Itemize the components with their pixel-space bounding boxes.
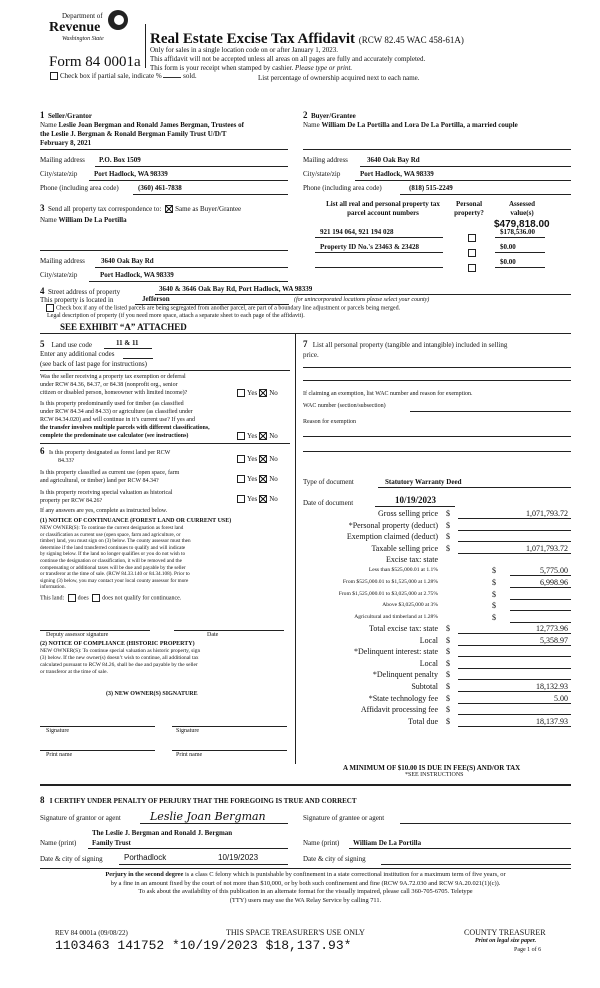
grantee-date-label: Date & city of signing xyxy=(303,855,366,863)
doc-date-label: Date of document xyxy=(303,499,354,507)
grantor-sig-label: Signature of grantor or agent xyxy=(40,814,121,822)
calc-label: Taxable selling price xyxy=(371,544,438,553)
calc-label: Less than $525,000.01 at 1.1% xyxy=(368,567,438,573)
calc-value: 18,132.93 xyxy=(536,682,568,691)
dollar-sign: $ xyxy=(446,636,450,645)
historic-yes-checkbox[interactable] xyxy=(237,495,245,503)
assessed-value: $178,536.00 xyxy=(500,228,535,236)
form-title: Real Estate Excise Tax Affidavit (RCW 82.45 WAC 458-61A) xyxy=(150,31,464,47)
tax-corr-city-label: City/state/zip xyxy=(40,271,78,279)
wac-label: WAC number (section/subsection) xyxy=(303,403,386,409)
grantor-date-label: Date & city of signing xyxy=(40,855,103,863)
dollar-sign: $ xyxy=(492,578,496,587)
calc-label: *Personal property (deduct) xyxy=(348,521,438,530)
forest-yes-no: Yes No xyxy=(235,455,278,463)
section-3-heading: 3 Send all property tax correspondence to: Same as Buyer/Grantee xyxy=(40,203,242,213)
land-use-code[interactable]: 11 & 11 xyxy=(116,339,139,347)
dollar-sign: $ xyxy=(446,532,450,541)
calc-label: Agricultural and timberland at 1.28% xyxy=(354,614,438,620)
section-1-heading: 1 Seller/Grantor xyxy=(40,110,92,120)
county-value[interactable]: Jefferson xyxy=(142,295,170,303)
notice-2-body: NEW OWNER(S): To continue special valuation as historic property, sign (3) below. If the new owner(s) doesn’t wish to continue, all additional tax calculated pursuant to RCW 84.26, shall be due and payable by the seller or transferor at the time of sale. xyxy=(40,648,201,675)
timber-no-checkbox[interactable] xyxy=(259,432,267,440)
exemption-yes-no: Yes No xyxy=(235,389,278,397)
calc-value: 6,998.96 xyxy=(540,578,568,587)
column-divider xyxy=(295,334,296,764)
grantee-sig-label: Signature of grantee or agent xyxy=(303,814,385,822)
timber-yes-checkbox[interactable] xyxy=(237,432,245,440)
grantor-print-name-1: The Leslie J. Bergman and Ronald J. Bergman xyxy=(92,829,233,837)
rev-number: REV 84 0001a (09/08/22) xyxy=(55,929,128,937)
washington-state-label: Washington State xyxy=(62,36,104,42)
notice-2-title: (2) NOTICE OF COMPLIANCE (HISTORIC PROPERTY) xyxy=(40,641,195,647)
located-label: This property is located in xyxy=(40,296,114,304)
dollar-sign: $ xyxy=(446,521,450,530)
calc-label: From $1,525,000.01 to $3,025,000 at 2.75% xyxy=(338,591,438,597)
seller-phone-label: Phone (including area code) xyxy=(40,184,119,192)
buyer-city-label: City/state/zip xyxy=(303,170,341,178)
calc-value: 12,773.96 xyxy=(536,624,568,633)
buyer-mail-label: Mailing address xyxy=(303,156,348,164)
doc-type-label: Type of document xyxy=(303,478,354,486)
exhibit-a: SEE EXHIBIT “A” ATTACHED xyxy=(60,322,187,332)
seller-name-line3: February 8, 2021 xyxy=(40,139,92,147)
county-note: (for unincorporated locations please select your county) xyxy=(294,297,430,303)
dollar-sign: $ xyxy=(446,509,450,518)
calc-label: Total excise tax: state xyxy=(369,624,438,633)
dollar-sign: $ xyxy=(446,717,450,726)
assessed-col-header: Assessed value(s) xyxy=(508,200,536,217)
calc-label: From $525,000.01 to $1,525,000 at 1.28% xyxy=(342,579,438,585)
section-7-heading-2: price. xyxy=(303,351,319,359)
subtitle-1: Only for sales in a single location code on or after January 1, 2023. xyxy=(150,46,338,54)
buyer-phone-label: Phone (including area code) xyxy=(303,184,382,192)
see-instructions: *SEE INSTRUCTIONS xyxy=(405,772,464,778)
segregated-row: Check box if any of the listed parcels are being segregated from another parcel, are part of a boundary line adjustment or parcels being merged. xyxy=(44,304,400,312)
calc-label: Local xyxy=(419,636,438,645)
buyer-city: Port Hadlock, WA 98339 xyxy=(360,170,434,178)
form-number: Form 84 0001a xyxy=(49,54,141,70)
does-qualify-checkbox[interactable] xyxy=(68,594,76,602)
dollar-sign: $ xyxy=(446,682,450,691)
partial-sale-row: Check box if partial sale, indicate % sold. xyxy=(48,72,197,80)
calc-value: 5,775.00 xyxy=(540,566,568,575)
parcel-col-header: List all real and personal property tax parcel account numbers xyxy=(326,200,440,217)
dollar-sign: $ xyxy=(446,659,450,668)
calc-label: Exemption claimed (deduct) xyxy=(346,532,438,541)
dept-of-label: Department of xyxy=(62,12,103,20)
page-number: Page 1 of 6 xyxy=(514,947,542,953)
tax-corr-mail: 3640 Oak Bay Rd xyxy=(101,257,154,265)
current-use-yes-checkbox[interactable] xyxy=(237,475,245,483)
grantor-signature: Leslie Joan Bergman xyxy=(150,810,266,823)
county-treasurer-label: COUNTY TREASURER xyxy=(464,928,546,937)
calc-label: Subtotal xyxy=(411,682,438,691)
current-use-yes-no: Yes No xyxy=(235,475,278,483)
personal-property-checkbox[interactable] xyxy=(468,249,476,257)
subtitle-2: This affidavit will not be accepted unless all areas on all pages are fully and accurately completed. xyxy=(150,55,426,63)
timber-yes-no: Yes No xyxy=(235,432,278,440)
current-use-no-checkbox[interactable] xyxy=(259,475,267,483)
dollar-sign: $ xyxy=(446,705,450,714)
historic-no-checkbox[interactable] xyxy=(259,495,267,503)
does-not-qualify-checkbox[interactable] xyxy=(92,594,100,602)
personal-property-checkbox[interactable] xyxy=(468,234,476,242)
this-land-row: This land: does does not qualify for continuance. xyxy=(40,595,182,602)
segregated-checkbox[interactable] xyxy=(46,304,54,312)
partial-sale-checkbox[interactable] xyxy=(50,72,58,80)
dollar-sign: $ xyxy=(492,590,496,599)
tax-corr-mail-label: Mailing address xyxy=(40,257,85,265)
seller-phone: (360) 461-7838 xyxy=(138,184,182,192)
new-owner-print-label-2: Print name xyxy=(176,752,203,758)
property-address: 3640 & 3646 Oak Bay Rd, Port Hadlock, WA 98339 xyxy=(159,285,313,293)
forest-yes-checkbox[interactable] xyxy=(237,455,245,463)
calc-label: Gross selling price xyxy=(378,509,438,518)
parcel-number: Property ID No.'s 23463 & 23428 xyxy=(320,243,420,251)
calc-label: Local xyxy=(419,659,438,668)
partial-sale-note: List percentage of ownership acquired next to each name. xyxy=(258,74,420,82)
assessed-value: $0.00 xyxy=(500,258,516,266)
grantor-date: 10/19/2023 xyxy=(218,853,259,862)
calc-label: Affidavit processing fee xyxy=(360,705,438,714)
calc-label: Total due xyxy=(408,717,438,726)
new-owner-sig-label-1: Signature xyxy=(46,728,69,734)
grantee-print-name: William De La Portilla xyxy=(353,839,422,847)
personal-property-checkbox[interactable] xyxy=(468,264,476,272)
calc-label: Excise tax: state xyxy=(386,555,438,564)
assessed-value: $0.00 xyxy=(500,243,516,251)
minimum-due-note: A MINIMUM OF $10.00 IS DUE IN FEE(S) AND/OR TAX xyxy=(343,764,521,772)
dollar-sign: $ xyxy=(492,613,496,622)
calc-label: *Delinquent interest: state xyxy=(354,647,438,656)
exemption-yes-checkbox[interactable] xyxy=(237,389,245,397)
new-owner-print-label-1: Print name xyxy=(46,752,73,758)
revenue-logo-icon xyxy=(108,10,128,30)
buyer-mail: 3640 Oak Bay Rd xyxy=(367,156,420,164)
notice-3-title: (3) NEW OWNER(S) SIGNATURE xyxy=(106,691,198,697)
deputy-date-label: Date xyxy=(207,632,219,638)
dollar-sign: $ xyxy=(492,566,496,575)
grantor-print-label: Name (print) xyxy=(40,839,77,847)
perjury-notice: Perjury in the second degree is a class C felony which is punishable by confinement in a state correctional institution for a maximum term of five years, or by a fine in an amount fixed by the court of not more than $10,000, or by both such confinement and fine (RCW 9A.72.030 and RCW 9A.20.021(1)(c)). To ask about the availability of this publication in an alternate format for the visually impaired, please call 360-705-6705. Teletype (TTY) users may use the WA Relay Service by calling 711. xyxy=(105,871,506,904)
exemption-question: Was the seller receiving a property tax exemption or deferral under RCW 84.36, 84.37, or 84.38 (nonprofit org., senior citizen or disabled person, homeowner with limited income)? xyxy=(40,374,188,396)
calc-label: *State technology fee xyxy=(368,694,438,703)
exemption-no-checkbox[interactable] xyxy=(259,389,267,397)
seller-city: Port Hadlock, WA 98339 xyxy=(94,170,168,178)
tax-corr-city: Port Hadlock, WA 98339 xyxy=(100,271,174,279)
dollar-sign: $ xyxy=(446,544,450,553)
personal-col-header: Personal property? xyxy=(454,200,484,217)
header-divider xyxy=(145,24,146,68)
legal-paper-note: Print on legal size paper. xyxy=(475,938,537,944)
dollar-sign: $ xyxy=(446,624,450,633)
parcel-number: 921 194 064, 921 194 028 xyxy=(320,228,394,236)
buyer-name: Name William De La Portilla and Lora De La Portilla, a married couple xyxy=(303,121,518,129)
seller-mail: P.O. Box 1509 xyxy=(99,156,141,164)
revenue-logo-text: Revenue xyxy=(49,20,101,35)
section-2-heading: 2 Buyer/Grantee xyxy=(303,110,356,120)
section-5-heading: 5 Land use code xyxy=(40,339,92,349)
seller-name-line2: the Leslie J. Bergman & Ronald Bergman Family Trust U/D/T xyxy=(40,130,227,138)
deputy-assessor-label: Deputy assessor signature xyxy=(46,632,109,638)
buyer-phone: (818) 515-2249 xyxy=(409,184,453,192)
seller-city-label: City/state/zip xyxy=(40,170,78,178)
section-4-heading: 4 Street address of property xyxy=(40,286,121,296)
calc-value: 18,137.93 xyxy=(536,717,568,726)
historic-q: Is this property receiving special valuation as historical property per RCW 84.26? xyxy=(40,490,173,504)
dollar-sign: $ xyxy=(446,694,450,703)
section-8-heading: 8 I CERTIFY UNDER PENALTY OF PERJURY THAT THE FOREGOING IS TRUE AND CORRECT xyxy=(40,795,357,805)
treasurer-use-label: THIS SPACE TREASURER'S USE ONLY xyxy=(226,928,365,937)
calc-value: 1,071,793.72 xyxy=(526,544,568,553)
notice-1-body: NEW OWNER(S): To continue the current designation as forest land or classification as current use (open space, farm and agriculture, or timber) land, you must sign on (3) below. The county assessor must then determine if the land transferred continues to qualify and will indicate by signing below. If the land no longer qualifies or you do not wish to continue the designation or classification, it will be removed and the compensating or additional taxes will be due and payable by the seller or transferor at the time of sale. (RCW 84.33.140 or 84.34.108). Prior to signing (3) below, you may contact your local county assessor for more information. xyxy=(40,525,191,591)
current-use-q: Is this property classified as current use (open space, farm and agricultural, or timber) land per RCW 84.34? xyxy=(40,470,180,484)
seller-name-line1: Name Leslie Joan Bergman and Ronald James Bergman, Trustees of xyxy=(40,121,244,129)
calc-value: 5.00 xyxy=(554,694,568,703)
legal-desc-label: Legal description of property (if you need more space, attach a separate sheet to each page of the affidavit). xyxy=(47,313,305,319)
reason-label: Reason for exemption xyxy=(303,419,356,425)
additional-codes-label: Enter any additional codes xyxy=(40,350,115,358)
historic-yes-no: Yes No xyxy=(235,495,278,503)
if-yes-note: If any answers are yes, complete as instructed below. xyxy=(40,508,168,514)
calc-label: Above $3,025,000 at 3% xyxy=(382,602,438,608)
cashier-stamp: 1103463 141752 *10/19/2023 $18,137.93* xyxy=(55,938,352,953)
section-7-heading: 7 List all personal property (tangible and intangible) included in selling xyxy=(303,339,508,349)
grantor-city: Porthadlock xyxy=(124,853,167,862)
seller-mail-label: Mailing address xyxy=(40,156,85,164)
grantor-print-name-2: Family Trust xyxy=(92,839,131,847)
calc-label: *Delinquent penalty xyxy=(372,670,438,679)
new-owner-sig-label-2: Signature xyxy=(176,728,199,734)
exemption-claim-label: If claiming an exemption, list WAC number and reason for exemption. xyxy=(303,391,473,397)
subtitle-3: This form is your receipt when stamped by cashier. Please type or print. xyxy=(150,64,353,72)
timber-question: Is this property predominantly used for timber (as classified under RCW 84.34 and 84.33) or agriculture (as classified under RCW 84.34.020) and will continue in it’s current use? If yes and the transfer involves multiple parcels with different classifications, complete the predominate use calculator (see instructions) xyxy=(40,401,210,439)
calc-value: 5,358.97 xyxy=(540,636,568,645)
same-as-buyer-checkbox[interactable] xyxy=(165,205,173,213)
doc-date: 10/19/2023 xyxy=(395,495,437,505)
dollar-sign: $ xyxy=(492,601,496,610)
doc-type: Statutory Warranty Deed xyxy=(385,478,462,486)
assessed-total: $479,818.00 xyxy=(494,219,550,230)
dollar-sign: $ xyxy=(446,647,450,656)
grantee-print-label: Name (print) xyxy=(303,839,340,847)
forest-no-checkbox[interactable] xyxy=(259,455,267,463)
tax-corr-name: Name William De La Portilla xyxy=(40,216,127,224)
additional-codes-hint: (see back of last page for instructions) xyxy=(40,360,147,368)
dollar-sign: $ xyxy=(446,670,450,679)
notice-1-title: (1) NOTICE OF CONTINUANCE (FOREST LAND OR CURRENT USE) xyxy=(40,518,232,524)
calc-value: 1,071,793.72 xyxy=(526,509,568,518)
section-6-q1: 6 Is this property designated as forest land per RCW 84.33? xyxy=(40,446,171,464)
